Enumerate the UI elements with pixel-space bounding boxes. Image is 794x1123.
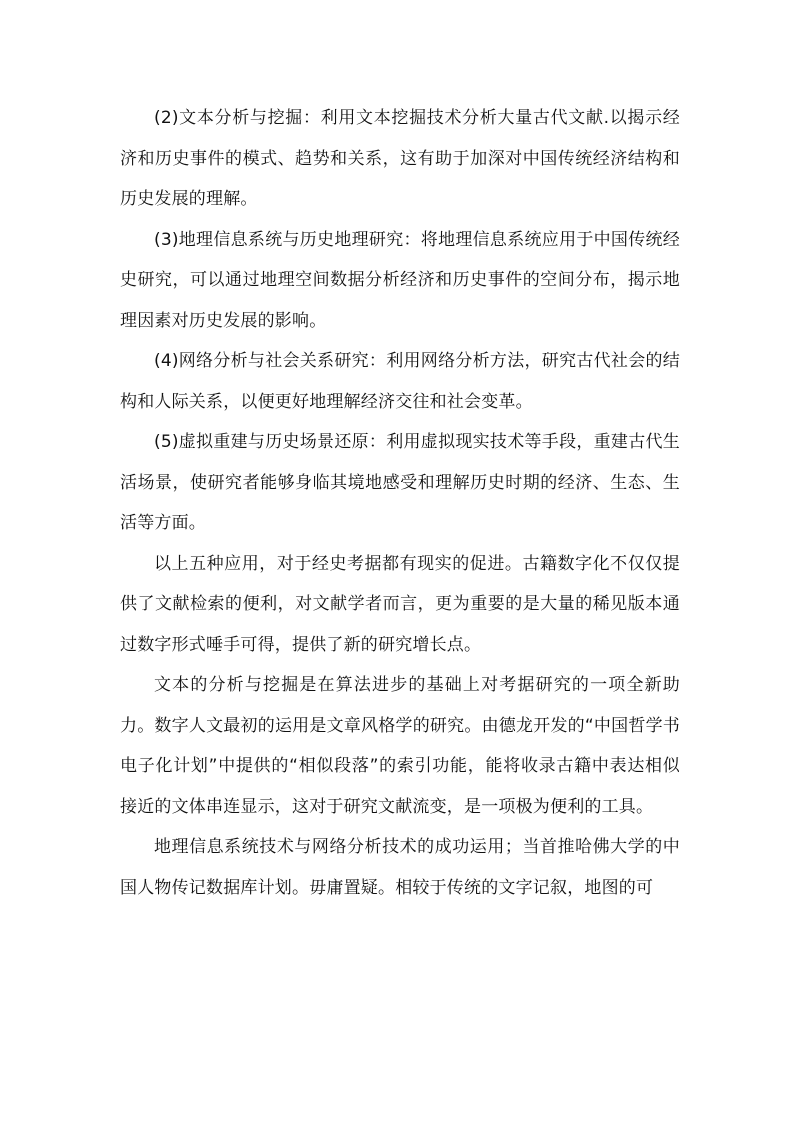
- paragraph-text-analysis-detail: 文本的分析与挖掘是在算法进步的基础上对考据研究的一项全新助力。数字人文最初的运用是文章风格学的研究。由德龙开发的“中国哲学书电子化计划”中提供的“相似段落”的索引功能，能将收录古籍中表达相似接近的文体串连显示，这对于研究文献流变，是一项极为便利的工具。: [120, 675, 680, 817]
- paragraph-network-analysis: (4)网络分析与社会关系研究：利用网络分析方法，研究古代社会的结构和人际关系，以便更好地理解经济交往和社会变革。: [120, 351, 680, 412]
- document-body: [120, 98, 680, 908]
- paragraph-summary: 以上五种应用，对于经史考据都有现实的促进。古籍数字化不仅仅提供了文献检索的便利，对文献学者而言，更为重要的是大量的稀见版本通过数字形式唾手可得，提供了新的研究增长点。: [120, 553, 680, 655]
- paragraph-text-mining: (2)文本分析与挖掘：利用文本挖掘技术分析大量古代文献.以揭示经济和历史事件的模式、趋势和关系，这有助于加深对中国传统经济结构和历史发展的理解。: [120, 108, 680, 209]
- paragraph-virtual-reconstruction: (5)虚拟重建与历史场景还原：利用虚拟现实技术等手段，重建古代生活场景，使研究者能够身临其境地感受和理解历史时期的经济、生态、生活等方面。: [120, 432, 680, 533]
- paragraph-gis-network-detail: 地理信息系统技术与网络分析技术的成功运用；当首推哈佛大学的中国人物传记数据库计划。毋庸置疑。相较于传统的文字记叙，地图的可: [120, 837, 680, 898]
- paragraph-gis: (3)地理信息系统与历史地理研究：将地理信息系统应用于中国传统经史研究，可以通过地理空间数据分析经济和历史事件的空间分布，揭示地理因素对历史发展的影响。: [120, 229, 680, 331]
